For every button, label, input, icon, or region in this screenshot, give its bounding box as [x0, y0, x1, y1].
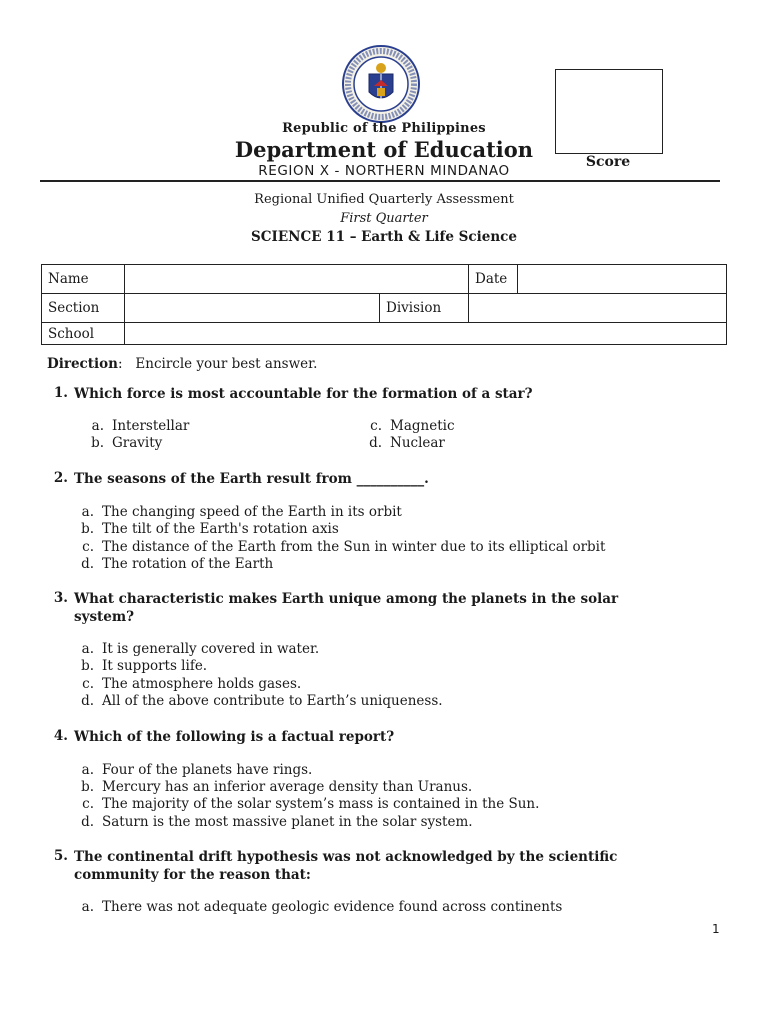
page-number: 1	[712, 922, 720, 936]
department-name: Department of Education	[234, 137, 534, 162]
header-divider	[40, 180, 720, 182]
answer-option[interactable]: a. Four of the planets have rings.	[81, 762, 313, 778]
score-box[interactable]	[555, 69, 663, 154]
date-label: Date	[469, 265, 518, 294]
answer-option[interactable]: b. The tilt of the Earth's rotation axis	[81, 521, 339, 537]
answer-option[interactable]: a. The changing speed of the Earth in its orbit	[81, 504, 402, 520]
school-label: School	[42, 323, 125, 345]
answer-option[interactable]: a. It is generally covered in water.	[81, 641, 320, 657]
direction-text: Encircle your best answer.	[135, 356, 318, 372]
question-number: 1.	[53, 385, 68, 401]
region-line: REGION X - NORTHERN MINDANAO	[258, 163, 510, 179]
direction-label: Direction	[47, 356, 118, 372]
date-field[interactable]	[518, 265, 727, 294]
answer-option[interactable]: c. The majority of the solar system’s mass is contained in the Sun.	[82, 796, 540, 812]
answer-option[interactable]: b. It supports life.	[81, 658, 208, 674]
question-text: Which force is most accountable for the formation of a star?	[74, 386, 533, 402]
direction-line: Direction: Encircle your best answer.	[47, 356, 318, 372]
division-field[interactable]	[469, 294, 727, 323]
answer-option[interactable]: c. Magnetic	[370, 418, 455, 434]
answer-option[interactable]: b. Gravity	[91, 435, 163, 451]
answer-option[interactable]: a. There was not adequate geologic evidence found across continents	[81, 899, 563, 915]
answer-option[interactable]: d. Nuclear	[369, 435, 445, 451]
question-number: 4.	[53, 728, 68, 744]
question-text: The continental drift hypothesis was not acknowledged by the scientific community for the reason that:	[74, 849, 618, 883]
division-label: Division	[380, 294, 469, 323]
question-text: What characteristic makes Earth unique among the planets in the solar system?	[74, 591, 619, 625]
answer-option[interactable]: d. The rotation of the Earth	[81, 556, 274, 572]
question-number: 5.	[53, 848, 68, 864]
name-field[interactable]	[125, 265, 469, 294]
assessment-title: Regional Unified Quarterly Assessment	[254, 192, 514, 207]
answer-option[interactable]: a. Interstellar	[91, 418, 190, 434]
question-text: Which of the following is a factual report?	[74, 729, 395, 745]
question-number: 2.	[53, 470, 68, 486]
section-field[interactable]	[125, 294, 380, 323]
student-info-table	[41, 264, 727, 345]
subject-title: SCIENCE 11 – Earth & Life Science	[251, 229, 517, 245]
answer-option[interactable]: c. The atmosphere holds gases.	[82, 676, 302, 692]
name-label: Name	[42, 265, 125, 294]
score-label: Score	[585, 154, 631, 170]
deped-seal-logo	[336, 44, 426, 124]
answer-option[interactable]: d. All of the above contribute to Earth’s uniqueness.	[81, 693, 443, 709]
question-number: 3.	[53, 590, 68, 606]
answer-option[interactable]: b. Mercury has an inferior average density than Uranus.	[81, 779, 473, 795]
school-field[interactable]	[125, 323, 727, 345]
answer-option[interactable]: c. The distance of the Earth from the Sun in winter due to its elliptical orbit	[82, 539, 606, 555]
question-text: The seasons of the Earth result from __________.	[74, 471, 429, 487]
section-label: Section	[42, 294, 125, 323]
answer-option[interactable]: d. Saturn is the most massive planet in the solar system.	[81, 814, 473, 830]
republic-line: Republic of the Philippines	[282, 121, 486, 136]
quarter-label: First Quarter	[340, 211, 428, 226]
